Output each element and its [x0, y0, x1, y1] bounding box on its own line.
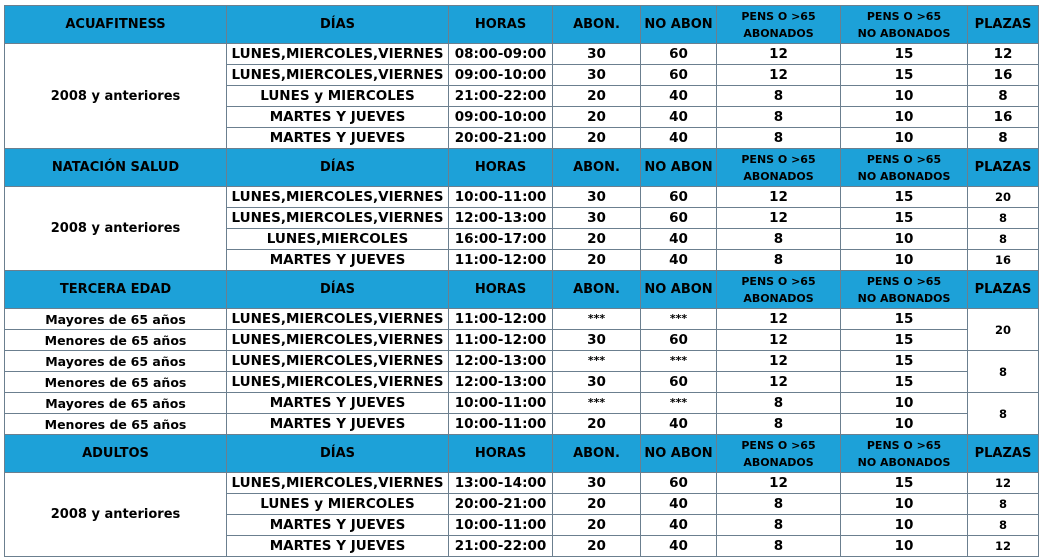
dias-cell: LUNES,MIERCOLES,VIERNES [227, 309, 449, 330]
dias-cell: LUNES,MIERCOLES,VIERNES [227, 372, 449, 393]
no-abon-cell: 60 [641, 208, 717, 229]
section-title: ADULTOS [5, 435, 227, 473]
pens-abon-cell: 12 [717, 187, 841, 208]
no-abon-cell: 60 [641, 187, 717, 208]
age-group-cell: Menores de 65 años [5, 414, 227, 435]
header-abon: ABON. [553, 271, 641, 309]
dias-cell: LUNES,MIERCOLES,VIERNES [227, 65, 449, 86]
no-abon-cell: *** [641, 393, 717, 414]
pens-abon-cell: 12 [717, 44, 841, 65]
no-abon-cell: *** [641, 351, 717, 372]
header-pens-abonados: PENS O >65 ABONADOS [717, 149, 841, 187]
plazas-cell: 16 [968, 250, 1039, 271]
abon-cell: 30 [553, 65, 641, 86]
no-abon-cell: 40 [641, 229, 717, 250]
no-abon-cell: 60 [641, 44, 717, 65]
no-abon-cell: 60 [641, 372, 717, 393]
table-row [5, 393, 1039, 414]
horas-cell: 09:00-10:00 [449, 107, 553, 128]
no-abon-cell: *** [641, 309, 717, 330]
age-group-cell: Mayores de 65 años [5, 351, 227, 372]
header-horas: HORAS [449, 6, 553, 44]
pens-abon-cell: 12 [717, 65, 841, 86]
pens-no-abon-cell: 10 [841, 414, 968, 435]
abon-cell: 20 [553, 128, 641, 149]
header-abon: ABON. [553, 435, 641, 473]
section-title: NATACIÓN SALUD [5, 149, 227, 187]
pens-no-abon-cell: 15 [841, 372, 968, 393]
table-row [5, 309, 1039, 330]
pens-no-abon-cell: 15 [841, 44, 968, 65]
section-header-row [5, 271, 1039, 309]
pens-no-abon-cell: 10 [841, 229, 968, 250]
pens-no-abon-cell: 15 [841, 473, 968, 494]
horas-cell: 10:00-11:00 [449, 393, 553, 414]
pens-abon-cell: 8 [717, 515, 841, 536]
plazas-cell: 16 [968, 107, 1039, 128]
pens-abon-cell: 12 [717, 473, 841, 494]
header-no-abon: NO ABON [641, 6, 717, 44]
plazas-cell: 8 [968, 229, 1039, 250]
plazas-cell: 12 [968, 473, 1039, 494]
no-abon-cell: 40 [641, 494, 717, 515]
no-abon-cell: 40 [641, 515, 717, 536]
header-pens-no-abonados: PENS O >65 NO ABONADOS [841, 149, 968, 187]
header-no-abon: NO ABON [641, 271, 717, 309]
pens-abon-cell: 8 [717, 414, 841, 435]
dias-cell: LUNES y MIERCOLES [227, 86, 449, 107]
header-no-abon: NO ABON [641, 435, 717, 473]
header-dias: DÍAS [227, 435, 449, 473]
schedule-table [4, 5, 1039, 557]
no-abon-cell: 40 [641, 107, 717, 128]
plazas-cell: 16 [968, 65, 1039, 86]
age-group-cell: Mayores de 65 años [5, 393, 227, 414]
horas-cell: 08:00-09:00 [449, 44, 553, 65]
header-abon: ABON. [553, 6, 641, 44]
plazas-cell: 8 [968, 393, 1039, 435]
horas-cell: 21:00-22:00 [449, 536, 553, 557]
header-plazas: PLAZAS [968, 435, 1039, 473]
pens-no-abon-cell: 10 [841, 494, 968, 515]
pens-abon-cell: 12 [717, 208, 841, 229]
header-dias: DÍAS [227, 271, 449, 309]
no-abon-cell: 40 [641, 414, 717, 435]
dias-cell: MARTES Y JUEVES [227, 250, 449, 271]
horas-cell: 09:00-10:00 [449, 65, 553, 86]
group-label: 2008 y anteriores [5, 473, 227, 557]
dias-cell: MARTES Y JUEVES [227, 107, 449, 128]
abon-cell: 20 [553, 494, 641, 515]
plazas-cell: 8 [968, 86, 1039, 107]
abon-cell: 20 [553, 515, 641, 536]
horas-cell: 21:00-22:00 [449, 86, 553, 107]
pens-abon-cell: 12 [717, 330, 841, 351]
section-header-row [5, 435, 1039, 473]
plazas-cell: 20 [968, 187, 1039, 208]
dias-cell: LUNES,MIERCOLES,VIERNES [227, 208, 449, 229]
pens-no-abon-cell: 10 [841, 393, 968, 414]
section-title: TERCERA EDAD [5, 271, 227, 309]
dias-cell: MARTES Y JUEVES [227, 393, 449, 414]
plazas-cell: 8 [968, 128, 1039, 149]
pens-abon-cell: 8 [717, 494, 841, 515]
header-plazas: PLAZAS [968, 149, 1039, 187]
pens-abon-cell: 8 [717, 536, 841, 557]
table-row [5, 473, 1039, 494]
no-abon-cell: 60 [641, 473, 717, 494]
pens-abon-cell: 8 [717, 250, 841, 271]
table-row [5, 44, 1039, 65]
pens-abon-cell: 12 [717, 351, 841, 372]
dias-cell: MARTES Y JUEVES [227, 414, 449, 435]
dias-cell: LUNES y MIERCOLES [227, 494, 449, 515]
horas-cell: 20:00-21:00 [449, 128, 553, 149]
no-abon-cell: 40 [641, 128, 717, 149]
pens-no-abon-cell: 10 [841, 128, 968, 149]
header-dias: DÍAS [227, 6, 449, 44]
abon-cell: *** [553, 351, 641, 372]
plazas-cell: 8 [968, 208, 1039, 229]
horas-cell: 10:00-11:00 [449, 515, 553, 536]
pens-no-abon-cell: 15 [841, 351, 968, 372]
dias-cell: LUNES,MIERCOLES,VIERNES [227, 473, 449, 494]
pens-abon-cell: 8 [717, 128, 841, 149]
abon-cell: 20 [553, 536, 641, 557]
pens-abon-cell: 12 [717, 372, 841, 393]
pens-abon-cell: 8 [717, 393, 841, 414]
plazas-cell: 8 [968, 494, 1039, 515]
no-abon-cell: 40 [641, 86, 717, 107]
table-row [5, 414, 1039, 435]
abon-cell: 20 [553, 414, 641, 435]
dias-cell: LUNES,MIERCOLES,VIERNES [227, 44, 449, 65]
dias-cell: MARTES Y JUEVES [227, 128, 449, 149]
horas-cell: 13:00-14:00 [449, 473, 553, 494]
dias-cell: MARTES Y JUEVES [227, 515, 449, 536]
pens-no-abon-cell: 10 [841, 515, 968, 536]
header-pens-no-abonados: PENS O >65 NO ABONADOS [841, 435, 968, 473]
pens-no-abon-cell: 15 [841, 330, 968, 351]
pens-abon-cell: 8 [717, 107, 841, 128]
plazas-cell: 12 [968, 44, 1039, 65]
pens-abon-cell: 8 [717, 86, 841, 107]
horas-cell: 16:00-17:00 [449, 229, 553, 250]
abon-cell: *** [553, 393, 641, 414]
abon-cell: 20 [553, 250, 641, 271]
pens-no-abon-cell: 10 [841, 107, 968, 128]
header-dias: DÍAS [227, 149, 449, 187]
table-row [5, 372, 1039, 393]
pens-no-abon-cell: 10 [841, 250, 968, 271]
no-abon-cell: 60 [641, 65, 717, 86]
pens-no-abon-cell: 10 [841, 86, 968, 107]
horas-cell: 11:00-12:00 [449, 330, 553, 351]
abon-cell: 20 [553, 86, 641, 107]
header-horas: HORAS [449, 435, 553, 473]
age-group-cell: Mayores de 65 años [5, 309, 227, 330]
abon-cell: 30 [553, 330, 641, 351]
header-horas: HORAS [449, 271, 553, 309]
dias-cell: MARTES Y JUEVES [227, 536, 449, 557]
horas-cell: 11:00-12:00 [449, 309, 553, 330]
table-row [5, 187, 1039, 208]
abon-cell: 20 [553, 229, 641, 250]
header-pens-abonados: PENS O >65 ABONADOS [717, 6, 841, 44]
horas-cell: 12:00-13:00 [449, 208, 553, 229]
table-row [5, 351, 1039, 372]
abon-cell: 30 [553, 44, 641, 65]
age-group-cell: Menores de 65 años [5, 372, 227, 393]
horas-cell: 12:00-13:00 [449, 351, 553, 372]
abon-cell: 30 [553, 208, 641, 229]
header-pens-no-abonados: PENS O >65 NO ABONADOS [841, 271, 968, 309]
dias-cell: LUNES,MIERCOLES,VIERNES [227, 187, 449, 208]
no-abon-cell: 40 [641, 250, 717, 271]
section-header-row [5, 6, 1039, 44]
abon-cell: 30 [553, 187, 641, 208]
header-abon: ABON. [553, 149, 641, 187]
horas-cell: 12:00-13:00 [449, 372, 553, 393]
no-abon-cell: 40 [641, 536, 717, 557]
horas-cell: 20:00-21:00 [449, 494, 553, 515]
header-pens-abonados: PENS O >65 ABONADOS [717, 435, 841, 473]
header-no-abon: NO ABON [641, 149, 717, 187]
section-header-row [5, 149, 1039, 187]
pens-no-abon-cell: 15 [841, 65, 968, 86]
header-plazas: PLAZAS [968, 6, 1039, 44]
abon-cell: 20 [553, 107, 641, 128]
no-abon-cell: 60 [641, 330, 717, 351]
age-group-cell: Menores de 65 años [5, 330, 227, 351]
horas-cell: 10:00-11:00 [449, 414, 553, 435]
pens-no-abon-cell: 15 [841, 187, 968, 208]
header-plazas: PLAZAS [968, 271, 1039, 309]
horas-cell: 10:00-11:00 [449, 187, 553, 208]
header-horas: HORAS [449, 149, 553, 187]
abon-cell: 30 [553, 372, 641, 393]
header-pens-no-abonados: PENS O >65 NO ABONADOS [841, 6, 968, 44]
section-title: ACUAFITNESS [5, 6, 227, 44]
group-label: 2008 y anteriores [5, 187, 227, 271]
pens-no-abon-cell: 15 [841, 208, 968, 229]
plazas-cell: 20 [968, 309, 1039, 351]
table-row [5, 330, 1039, 351]
dias-cell: LUNES,MIERCOLES,VIERNES [227, 330, 449, 351]
pens-abon-cell: 8 [717, 229, 841, 250]
dias-cell: LUNES,MIERCOLES,VIERNES [227, 351, 449, 372]
plazas-cell: 12 [968, 536, 1039, 557]
pens-no-abon-cell: 10 [841, 536, 968, 557]
pens-abon-cell: 12 [717, 309, 841, 330]
abon-cell: 30 [553, 473, 641, 494]
abon-cell: *** [553, 309, 641, 330]
horas-cell: 11:00-12:00 [449, 250, 553, 271]
plazas-cell: 8 [968, 515, 1039, 536]
dias-cell: LUNES,MIERCOLES [227, 229, 449, 250]
pens-no-abon-cell: 15 [841, 309, 968, 330]
header-pens-abonados: PENS O >65 ABONADOS [717, 271, 841, 309]
plazas-cell: 8 [968, 351, 1039, 393]
group-label: 2008 y anteriores [5, 44, 227, 149]
